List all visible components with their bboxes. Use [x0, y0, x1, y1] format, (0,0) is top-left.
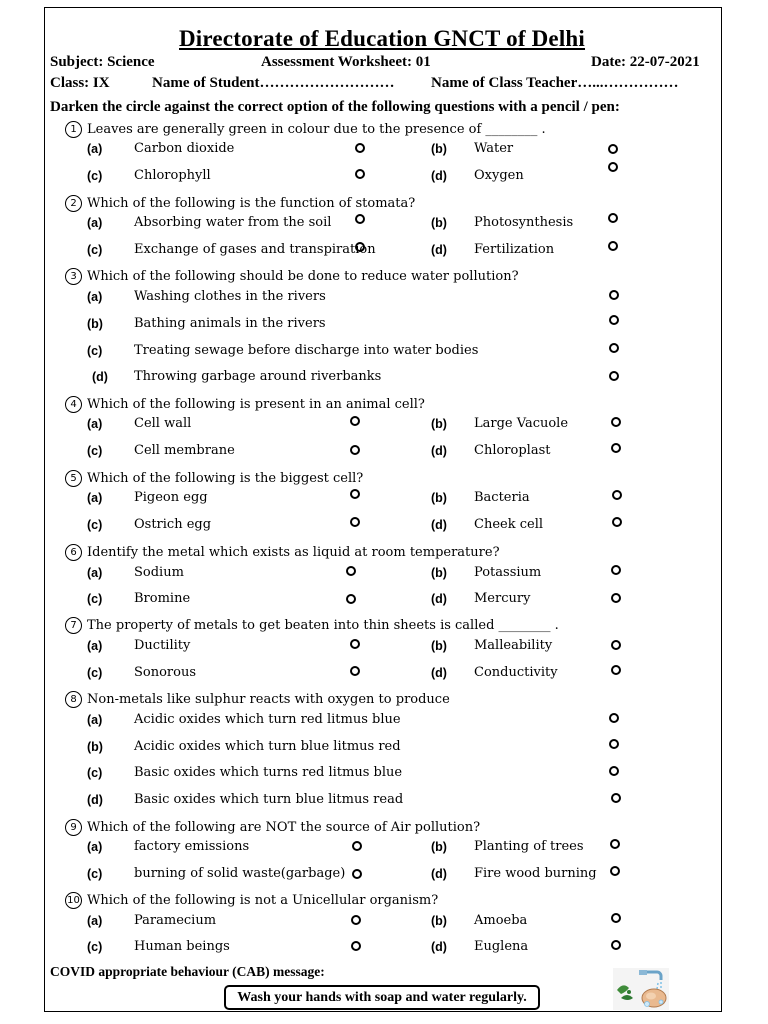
answer-circle-c[interactable] [350, 445, 360, 455]
option-d-text: Throwing garbage around riverbanks [134, 369, 382, 384]
answer-circle-d[interactable] [611, 443, 621, 453]
option-a-text: Ductility [134, 638, 191, 653]
answer-circle-b[interactable] [611, 565, 621, 575]
cab-label: COVID appropriate behaviour (CAB) message: [50, 964, 325, 979]
question-label: Which of the following is present in an animal cell? [87, 397, 425, 412]
option-b-label: (b) [431, 566, 447, 580]
option-b-text: Water [474, 141, 514, 156]
option-a-text: Pigeon egg [134, 490, 208, 505]
question-label: Non-metals like sulphur reacts with oxygen to produce [87, 692, 450, 707]
option-b-text: Malleability [474, 638, 553, 653]
option-d-text: Chloroplast [474, 443, 551, 458]
option-d-label: (d) [431, 666, 447, 680]
question-text [65, 691, 450, 708]
option-a-label: (a) [87, 566, 103, 580]
question-label: Which of the following is the biggest cell? [87, 471, 364, 486]
answer-circle-a[interactable] [355, 143, 365, 153]
answer-circle-c[interactable] [352, 869, 362, 879]
answer-circle-d[interactable] [611, 593, 621, 603]
question-text [65, 396, 425, 413]
option-c-label: (c) [87, 344, 103, 358]
answer-circle-b[interactable] [608, 213, 618, 223]
option-c-label: (c) [87, 169, 103, 183]
question-label: Which of the following is not a Unicellular organism? [87, 893, 439, 908]
answer-circle-b[interactable] [611, 640, 621, 650]
answer-circle-a[interactable] [346, 566, 356, 576]
answer-circle-c[interactable] [609, 766, 619, 776]
question-label: Which of the following is the function of stomata? [87, 196, 416, 211]
answer-circle-b[interactable] [611, 417, 621, 427]
student-name-field: Name of Student……………………… [152, 75, 395, 91]
option-a-label: (a) [87, 417, 103, 431]
option-b-label: (b) [431, 914, 447, 928]
answer-circle-c[interactable] [350, 517, 360, 527]
option-b-label: (b) [431, 491, 447, 505]
option-b-text: Amoeba [474, 913, 528, 928]
option-a-label: (a) [87, 713, 103, 727]
option-c-text: Human beings [134, 939, 230, 954]
option-b-text: Large Vacuole [474, 416, 569, 431]
answer-circle-d[interactable] [611, 665, 621, 675]
option-d-text: Fertilization [474, 242, 555, 257]
question-number: 6 [65, 544, 82, 561]
answer-circle-d[interactable] [611, 793, 621, 803]
answer-circle-d[interactable] [609, 371, 619, 381]
answer-circle-d[interactable] [612, 517, 622, 527]
option-b-text: Acidic oxides which turn blue litmus red [134, 739, 401, 754]
option-a-label: (a) [87, 216, 103, 230]
option-a-label: (a) [87, 491, 103, 505]
question-label: Identify the metal which exists as liquid at room temperature? [87, 545, 500, 560]
question-number: 9 [65, 819, 82, 836]
option-c-text: Ostrich egg [134, 517, 212, 532]
question-text [65, 617, 559, 634]
option-b-label: (b) [87, 740, 103, 754]
option-b-text: Planting of trees [474, 839, 584, 854]
option-b-label: (b) [431, 840, 447, 854]
option-d-text: Oxygen [474, 168, 524, 183]
option-a-label: (a) [87, 639, 103, 653]
question-number: 4 [65, 396, 82, 413]
question-text [65, 819, 480, 836]
option-a-text: Acidic oxides which turn red litmus blue [134, 712, 401, 727]
option-c-label: (c) [87, 243, 103, 257]
option-c-text: Exchange of gases and transpiration [134, 242, 376, 257]
option-a-label: (a) [87, 290, 103, 304]
page-title: Directorate of Education GNCT of Delhi [179, 26, 586, 51]
question-label: Leaves are generally green in colour due to the presence of ________ . [87, 122, 546, 137]
option-d-text: Conductivity [474, 665, 558, 680]
option-b-label: (b) [87, 317, 103, 331]
option-c-label: (c) [87, 444, 103, 458]
question-number: 3 [65, 268, 82, 285]
option-d-label: (d) [92, 370, 108, 384]
answer-circle-c[interactable] [355, 242, 365, 252]
worksheet-label: Assessment Worksheet: 01 [261, 54, 431, 70]
answer-circle-a[interactable] [352, 841, 362, 851]
option-a-text: Sodium [134, 565, 184, 580]
option-d-label: (d) [431, 169, 447, 183]
question-text [65, 470, 363, 487]
question-label: The property of metals to get beaten into thin sheets is called ________ . [87, 618, 559, 633]
answer-circle-c[interactable] [350, 666, 360, 676]
option-c-text: Sonorous [134, 665, 197, 680]
answer-circle-a[interactable] [609, 290, 619, 300]
option-c-label: (c) [87, 867, 103, 881]
option-d-text: Cheek cell [474, 517, 544, 532]
subject-label: Subject: Science [50, 54, 155, 70]
question-text [65, 195, 415, 212]
option-a-text: Absorbing water from the soil [134, 215, 332, 230]
class-label: Class: IX [50, 75, 110, 91]
date-label: Date: 22-07-2021 [591, 54, 700, 70]
answer-circle-c[interactable] [355, 169, 365, 179]
hand-washing-icon [613, 968, 669, 1010]
answer-circle-c[interactable] [609, 343, 619, 353]
question-number: 8 [65, 691, 82, 708]
option-a-text: Washing clothes in the rivers [134, 289, 326, 304]
question-label: Which of the following should be done to reduce water pollution? [87, 269, 519, 284]
option-b-label: (b) [431, 417, 447, 431]
worksheet-page [44, 7, 722, 1012]
option-a-text: Carbon dioxide [134, 141, 235, 156]
option-d-text: Basic oxides which turn blue litmus read [134, 792, 404, 807]
answer-circle-a[interactable] [351, 915, 361, 925]
answer-circle-b[interactable] [609, 315, 619, 325]
option-c-label: (c) [87, 666, 103, 680]
option-c-text: Bromine [134, 591, 191, 606]
option-d-text: Mercury [474, 591, 531, 606]
option-a-text: Cell wall [134, 416, 192, 431]
option-d-label: (d) [431, 444, 447, 458]
question-number: 1 [65, 121, 82, 138]
option-c-text: Basic oxides which turns red litmus blue [134, 765, 403, 780]
answer-circle-b[interactable] [609, 739, 619, 749]
answer-circle-b[interactable] [610, 839, 620, 849]
option-a-label: (a) [87, 840, 103, 854]
answer-circle-a[interactable] [350, 416, 360, 426]
answer-circle-d[interactable] [611, 940, 621, 950]
option-b-text: Photosynthesis [474, 215, 574, 230]
question-label: Which of the following are NOT the source of Air pollution? [87, 820, 481, 835]
option-c-label: (c) [87, 592, 103, 606]
option-b-label: (b) [431, 142, 447, 156]
option-c-text: Cell membrane [134, 443, 235, 458]
option-b-text: Bacteria [474, 490, 530, 505]
question-text [65, 544, 500, 561]
option-b-text: Potassium [474, 565, 542, 580]
answer-circle-d[interactable] [608, 162, 618, 172]
option-a-label: (a) [87, 914, 103, 928]
answer-circle-d[interactable] [608, 241, 618, 251]
option-c-text: Chlorophyll [134, 168, 211, 183]
option-d-label: (d) [431, 592, 447, 606]
question-text [65, 268, 519, 285]
answer-circle-c[interactable] [351, 941, 361, 951]
answer-circle-a[interactable] [350, 489, 360, 499]
option-b-label: (b) [431, 639, 447, 653]
option-d-text: Fire wood burning [474, 866, 597, 881]
cab-message: Wash your hands with soap and water regularly. [224, 985, 540, 1010]
option-b-label: (b) [431, 216, 447, 230]
question-number: 2 [65, 195, 82, 212]
question-number: 10 [65, 892, 82, 909]
option-a-text: Paramecium [134, 913, 217, 928]
answer-circle-b[interactable] [611, 913, 621, 923]
answer-circle-a[interactable] [355, 214, 365, 224]
answer-circle-a[interactable] [350, 639, 360, 649]
answer-circle-a[interactable] [609, 713, 619, 723]
option-d-label: (d) [431, 518, 447, 532]
option-a-label: (a) [87, 142, 103, 156]
option-c-text: burning of solid waste(garbage) [134, 866, 346, 881]
option-c-label: (c) [87, 766, 103, 780]
option-c-text: Treating sewage before discharge into water bodies [134, 343, 479, 358]
answer-circle-d[interactable] [610, 866, 620, 876]
question-text [65, 892, 438, 909]
option-d-label: (d) [87, 793, 103, 807]
instructions: Darken the circle against the correct option of the following questions with a pencil / pen: [50, 99, 620, 115]
question-number: 5 [65, 470, 82, 487]
option-d-label: (d) [431, 243, 447, 257]
answer-circle-b[interactable] [608, 144, 618, 154]
answer-circle-b[interactable] [612, 490, 622, 500]
option-c-label: (c) [87, 518, 103, 532]
answer-circle-c[interactable] [346, 594, 356, 604]
question-number: 7 [65, 617, 82, 634]
option-c-label: (c) [87, 940, 103, 954]
question-text [65, 121, 546, 138]
option-b-text: Bathing animals in the rivers [134, 316, 326, 331]
teacher-name-field: Name of Class Teacher…...…………… [431, 75, 679, 91]
option-d-label: (d) [431, 867, 447, 881]
option-a-text: factory emissions [134, 839, 250, 854]
option-d-label: (d) [431, 940, 447, 954]
option-d-text: Euglena [474, 939, 529, 954]
